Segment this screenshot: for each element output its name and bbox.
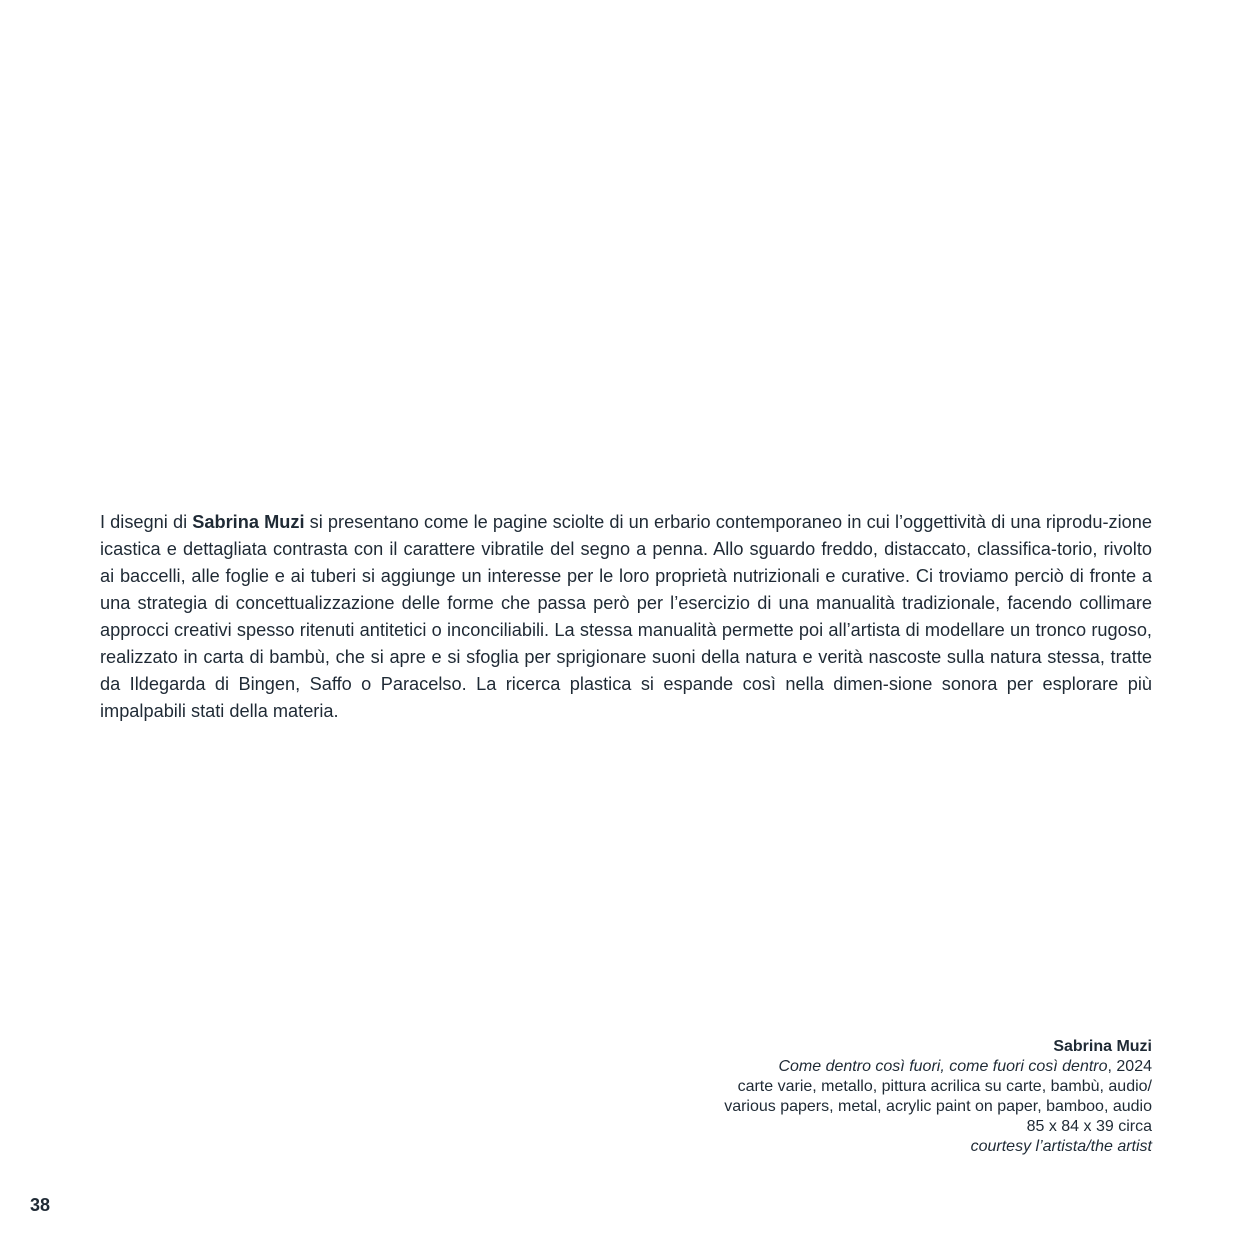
caption-materials-en: various papers, metal, acrylic paint on paper, bamboo, audio	[724, 1098, 1152, 1115]
caption-materials-it: carte varie, metallo, pittura acrilica su carte, bambù, audio/	[737, 1078, 1152, 1095]
page-number: 38	[30, 1195, 51, 1215]
caption-artist: Sabrina Muzi	[1053, 1038, 1152, 1055]
caption-year: , 2024	[1107, 1058, 1152, 1075]
caption-courtesy-text: courtesy l’artista/the artist	[970, 1138, 1152, 1155]
artwork-caption	[632, 1037, 1152, 1157]
caption-title: Come dentro così fuori, come fuori così dentro	[778, 1058, 1108, 1075]
essay-paragraph	[100, 509, 1152, 725]
essay-body: si presentano come le pagine sciolte di un erbario contemporaneo in cui l’oggettività di una riprodu-zione icastica e dettagliata contrasta con il carattere vibratile del segno a penna. Allo sguardo freddo, distaccato, classifica-torio, rivolto ai baccelli, alle foglie e ai tuberi si aggiunge un interesse per le loro proprietà nutrizionali e curative. Ci troviamo perciò di fronte a una strategia di concettualizzazione delle forme che passa però per l’esercizio di una manualità tradizionale, facendo collimare approcci creativi spesso ritenuti antitetici o inconciliabili. La stessa manualità permette poi all’artista di modellare un tronco rugoso, realizzato in carta di bambù, che si apre e si sfoglia per sprigionare suoni della natura e verità nascoste sulla natura stessa, tratte da Ildegarda di Bingen, Saffo o Paracelso. La ricerca plastica si espande così nella dimen-sione sonora per esplorare più impalpabili stati della materia.	[100, 512, 1152, 721]
essay-intro: I disegni di	[100, 512, 193, 532]
caption-dimensions: 85 x 84 x 39 circa	[1026, 1118, 1152, 1135]
caption-title-line	[632, 1057, 1152, 1077]
essay-artist-name: Sabrina Muzi	[192, 512, 305, 532]
caption-courtesy	[632, 1137, 1152, 1157]
